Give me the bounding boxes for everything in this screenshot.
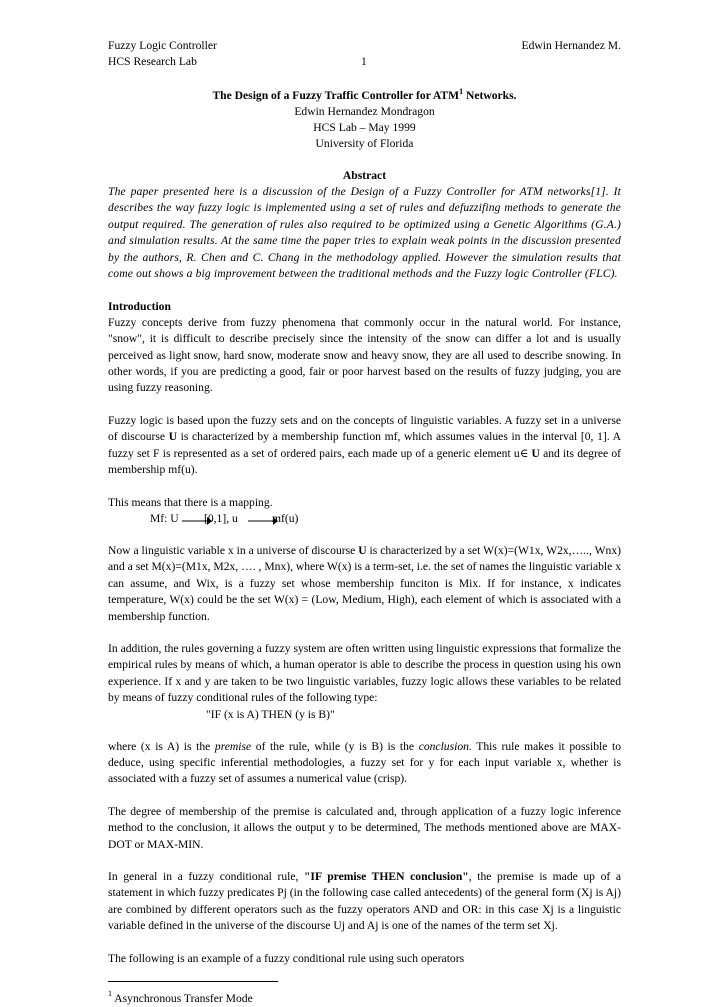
abstract-heading: Abstract: [342, 168, 387, 182]
intro-paragraph-2: Fuzzy logic is based upon the fuzzy sets and on the concepts of linguistic variables. A fuzzy set in a universe of discourse U is characterized by a membership function mf, which assumes values in the interval [0, 1]. A fuzzy set F is represented as a set of ordered pairs, each made up of a generic element u∈ U and its degree of membership mf(u).: [108, 413, 621, 477]
introduction-heading: Introduction: [108, 299, 171, 313]
paper-title: The Design of a Fuzzy Traffic Controller for ATM$^1$ Networks.: [212, 87, 517, 102]
header-lab: HCS Research Lab: [108, 55, 197, 68]
intro-paragraph-9: The following is an example of a fuzzy conditional rule using such operators: [108, 951, 465, 965]
mapping-expression: [108, 511, 621, 527]
intro-paragraph-4: Now a linguistic variable x in a universe of discourse U is characterized by a set W(x)=(W1x, W2x,….., Wnx) and a set M(x)=(M1x, M2x, …. , Mnx), where W(x) is a term-set, i.e. the set of names the linguistic variable x can assume, and Wix, is a fuzzy set whose membership funciton is Mix. If for instance, x indicates temperature, W(x) could be the set W(x) = (Low, Medium, High), each element of which is associated with a membership function.: [108, 543, 621, 623]
mapping-domain: Mf: U: [150, 511, 179, 525]
intro-paragraph-5: In addition, the rules governing a fuzzy system are often written using linguistic expressions that formalize the empirical rules by means of which, a human operator is able to describe the process in question using his own experience. If x and y are taken to be two linguistic variables, fuzzy logic allows these variables to be related by means of fuzzy conditional rules of the following type:: [108, 641, 621, 705]
page-number: 1: [361, 55, 367, 68]
paper-page: [108, 38, 621, 1007]
intro-paragraph-8: In general in a fuzzy conditional rule, "IF premise THEN conclusion", the premise is made up of a statement in which fuzzy predicates Pj (in the following case called antecedents) of the general form (Xj is Aj) are combined by different operators such as the fuzzy operators AND and OR: in this case Xj is a linguistic variable defined in the universe of the discourse Uj and Aj is one of the names of the term set Xj.: [108, 870, 621, 933]
lab-date: HCS Lab – May 1999: [313, 120, 416, 134]
intro-paragraph-3: This means that there is a mapping.: [108, 495, 273, 509]
abstract-text: The paper presented here is a discussion of the Design of a Fuzzy Controller for ATM networks[1]. It describes the way fuzzy logic is implemented using a set of rules and defuzzifing methods to generate the output required. The generation of rules also required to be optimized using a Genetic Algorithms (G.A.) and simulation results. At the same time the paper tries to explain weak points in the discussion presented by the authors, R. Chen and C. Chang in the methodology applied. However the simulation results that come out shows a big improvement between the traditional methods and the Fuzzy logic Controller (FLC).: [108, 184, 621, 281]
fuzzy-rule: "IF (x is A) THEN (y is B)": [206, 707, 335, 721]
footnote-ref: 1: [459, 87, 464, 96]
mapping-range: [0,1], u: [204, 511, 238, 525]
footnote: $^1$ Asynchronous Transfer Mode: [108, 989, 253, 1006]
footnote-divider: [108, 981, 278, 982]
mapping-value: mf(u): [272, 511, 299, 525]
intro-paragraph-1: Fuzzy concepts derive from fuzzy phenomena that commonly occur in the natural world. For instance, "snow", it is difficult to describe precisely since the intensity of the snow can differ a lot and is usually perceived as light snow, hard snow, moderate snow and heavy snow, they are all used to describe snowing. In other words, if you are predicting a good, fair or poor harvest based on the results of fuzzy judging, you are using fuzzy reasoning.: [108, 315, 621, 395]
header-course: Fuzzy Logic Controller: [108, 39, 217, 52]
intro-paragraph-6: where (x is A) is the premise of the rule, while (y is B) is the conclusion. This rule makes it possible to deduce, using specific inferential methodologies, a fuzzy set for y for each input variable x, whether is associated with a fuzzy set of assumes a numerical value (crisp).: [108, 739, 622, 786]
header-author: Edwin Hernandez M.: [521, 39, 621, 52]
running-header: [108, 38, 621, 70]
author-name: Edwin Hernandez Mondragon: [294, 104, 435, 118]
university: University of Florida: [315, 136, 414, 150]
title-block: [108, 84, 621, 152]
intro-paragraph-7: The degree of membership of the premise is calculated and, through application of a fuzzy logic inference method to the conclusion, it allows the output y to be determined, The methods mentioned above are MAX-DOT or MAX-MIN.: [108, 804, 621, 851]
